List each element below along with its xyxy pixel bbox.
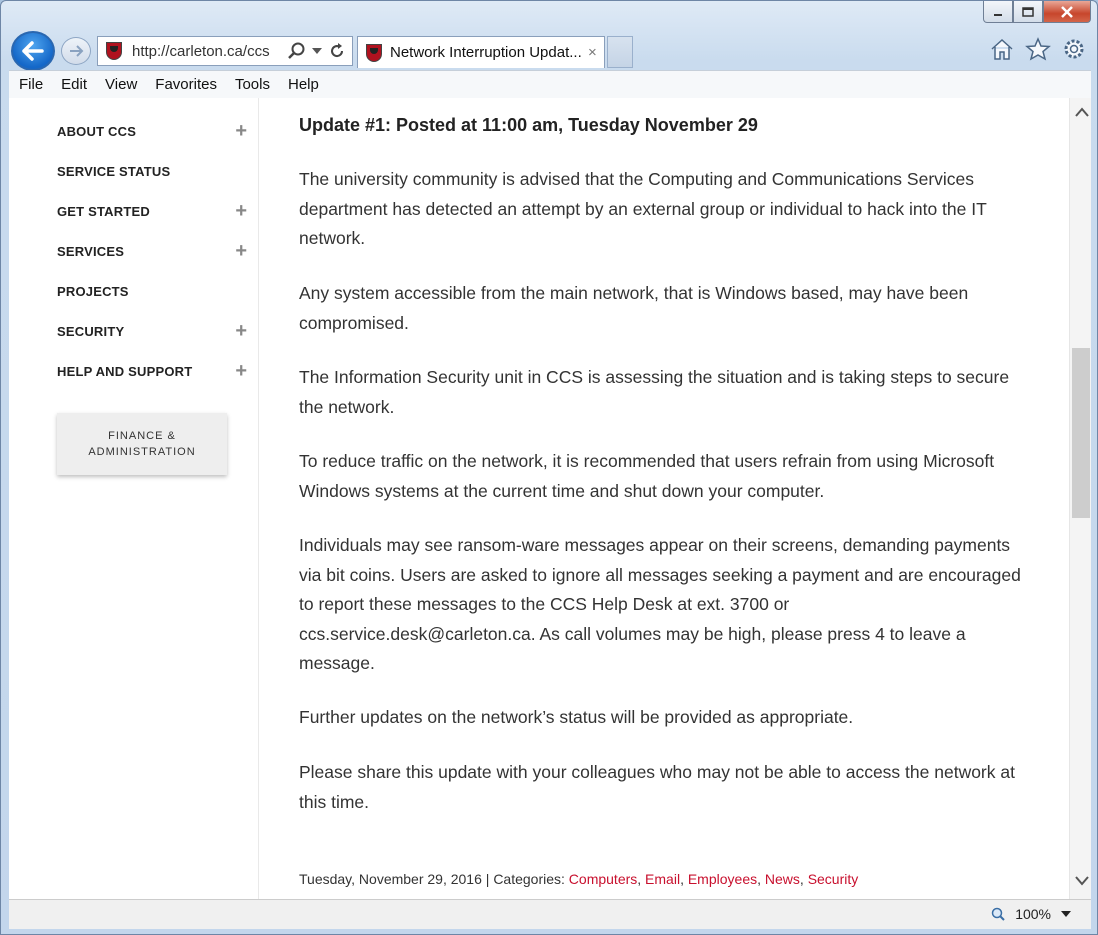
home-icon[interactable] [989, 37, 1015, 61]
address-url[interactable]: http://carleton.ca/ccs [132, 42, 270, 60]
menu-file[interactable]: File [19, 76, 44, 93]
article-heading: Update #1: Posted at 11:00 am, Tuesday November 29 [299, 115, 758, 135]
menu-favorites[interactable]: Favorites [155, 76, 217, 93]
minimize-icon [993, 7, 1003, 17]
finance-administration-button[interactable] [57, 413, 227, 475]
menu-help[interactable]: Help [288, 76, 319, 93]
post-date: Tuesday, November 29, 2016 [299, 871, 482, 887]
sidebar-item-label: SECURITY [57, 323, 125, 339]
zoom-icon [991, 907, 1005, 921]
scrollbar-thumb[interactable] [1072, 348, 1090, 518]
back-button[interactable] [11, 31, 55, 71]
expand-plus-icon[interactable]: + [235, 240, 247, 262]
expand-plus-icon[interactable]: + [235, 120, 247, 142]
categories-label: Categories: [493, 871, 565, 887]
menu-edit[interactable]: Edit [61, 76, 88, 93]
sidebar-item-label: PROJECTS [57, 283, 129, 299]
sidebar-item-label: SERVICES [57, 243, 125, 259]
tab-favicon-icon [366, 44, 382, 62]
expand-plus-icon[interactable]: + [235, 360, 247, 382]
sidebar-item-label: GET STARTED [57, 203, 150, 219]
tab-title: Network Interruption Updat... [390, 44, 582, 61]
meta-separator: | [485, 871, 490, 887]
close-window-button[interactable] [1043, 1, 1091, 23]
sidebar-item-label: HELP AND SUPPORT [57, 363, 193, 379]
maximize-button[interactable] [1013, 1, 1043, 23]
article-paragraph: To reduce traffic on the network, it is recommended that users refrain from using Microsoft Windows systems at the current time and shut down your computer. [299, 451, 995, 501]
vertical-scrollbar[interactable] [1069, 98, 1091, 899]
dropdown-icon[interactable] [312, 47, 322, 55]
article-meta: Tuesday, November 29, 2016 | Categories: Computers, Email, Employees, News, Security [299, 871, 859, 887]
sidebar-item-get-started[interactable] [57, 201, 247, 221]
category-link-news[interactable]: News [764, 871, 800, 887]
sidebar-item-label: SERVICE STATUS [57, 163, 171, 179]
category-link-security[interactable]: Security [807, 871, 859, 887]
sidebar-item-security[interactable] [57, 321, 247, 341]
gear-icon[interactable] [1061, 37, 1087, 61]
scroll-up-arrow-icon[interactable] [1074, 106, 1090, 118]
sidebar-nav [9, 98, 259, 899]
article-paragraph: Any system accessible from the main network, that is Windows based, may have been compromised. [299, 283, 969, 333]
window-caption-buttons [983, 1, 1091, 23]
maximize-icon [1022, 7, 1034, 17]
browser-toolbar-icons [989, 37, 1087, 61]
expand-plus-icon[interactable]: + [235, 320, 247, 342]
sidebar-item-label: ABOUT CCS [57, 123, 137, 139]
browser-tab[interactable] [357, 36, 605, 68]
sidebar-item-about-ccs[interactable] [57, 121, 247, 141]
zoom-level: 100% [1015, 906, 1051, 922]
zoom-control[interactable] [991, 906, 1071, 922]
sidebar-item-help-and-support[interactable] [57, 361, 247, 381]
back-arrow-icon [21, 40, 45, 62]
minimize-button[interactable] [983, 1, 1013, 23]
finance-button-line1: FINANCE & [108, 430, 176, 442]
zoom-dropdown-icon[interactable] [1061, 910, 1071, 918]
close-icon [1060, 6, 1074, 18]
article-paragraph: The Information Security unit in CCS is assessing the situation and is taking steps to secure the network. [299, 367, 1010, 417]
new-tab-button[interactable] [607, 36, 633, 68]
article-paragraph: Please share this update with your colleagues who may not be able to access the network at this time. [299, 762, 1015, 812]
category-link-employees[interactable]: Employees [687, 871, 758, 887]
search-icon[interactable] [288, 42, 306, 60]
tab-close-button[interactable]: × [588, 44, 597, 61]
menu-tools[interactable]: Tools [234, 76, 270, 93]
address-bar[interactable] [97, 36, 353, 66]
site-favicon-icon [106, 42, 122, 60]
article-paragraph: The university community is advised that the Computing and Communications Services department has detected an attempt by an external group or individual to hack into the IT network. [299, 169, 987, 248]
expand-plus-icon[interactable]: + [235, 200, 247, 222]
status-bar [9, 899, 1091, 929]
category-link-computers[interactable]: Computers [568, 871, 638, 887]
sidebar-item-service-status[interactable] [57, 161, 247, 181]
finance-button-line2: ADMINISTRATION [88, 446, 196, 458]
star-icon[interactable] [1025, 37, 1051, 61]
refresh-icon[interactable] [328, 42, 346, 60]
sidebar-item-services[interactable] [57, 241, 247, 261]
category-link-email[interactable]: Email [645, 871, 681, 887]
sidebar-item-projects[interactable] [57, 281, 247, 301]
forward-arrow-icon [68, 44, 84, 58]
scroll-down-arrow-icon[interactable] [1074, 875, 1090, 887]
page-viewport [9, 98, 1091, 899]
article-paragraph: Individuals may see ransom-ware messages appear on their screens, demanding payments via bit coins. Users are asked to ignore all messages seeking a payment and are encouraged to report these messages to the CCS Help Desk at ext. 3700 or ccs.service.desk@carleton.ca. As call volumes may be high, please press 4 to leave a message. [299, 535, 1021, 673]
menu-bar [9, 70, 1091, 98]
menu-view[interactable]: View [105, 76, 138, 93]
forward-button[interactable] [61, 37, 91, 65]
article-paragraph: Further updates on the network’s status will be provided as appropriate. [299, 707, 854, 727]
